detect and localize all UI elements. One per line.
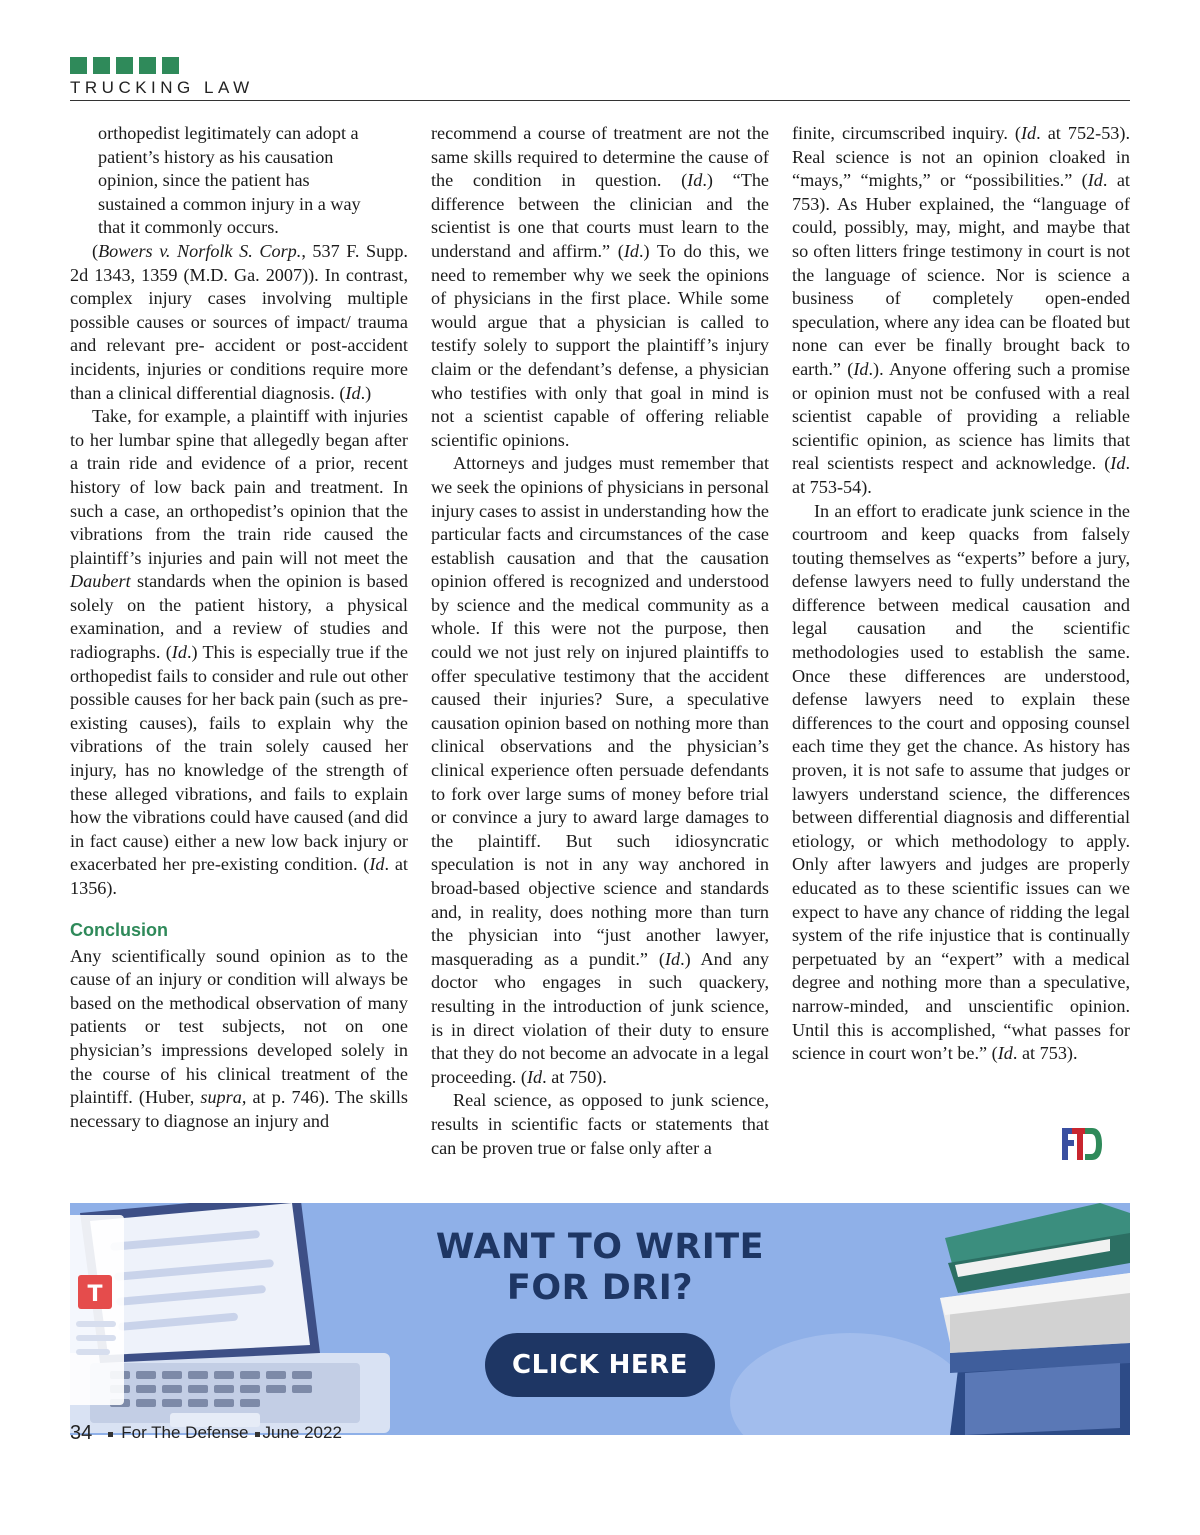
badge-letter: T: [87, 1282, 103, 1307]
banner-headline-line2: FOR DRI?: [506, 1268, 694, 1308]
page-footer: [70, 1419, 342, 1447]
block-quote: orthopedist legitimately can adopt a patient’s history as his causation opinion, since the patient has sustained a common injury in a way that it commonly occurs.: [98, 123, 361, 238]
issue-date: June 2022: [262, 1423, 342, 1442]
books-illustration: [940, 1203, 1130, 1435]
paragraph: recommend a course of treatment are not the same skills required to determine the cause of the condition in question. (Id.) “The difference between the clinician and the scientist is one that courts must learn to the understand and affirm.” (Id.) To do this, we need to remember why we seek the opinions of physicians in the first place. While some would argue that a physician is called to testify solely to support the plaintiff’s injury claim or the defendant’s defense, a physician who testifies with only that goal in mind is not a scientist capable of offering reliable scientific opinions.: [431, 123, 769, 450]
laptop-illustration: [70, 1203, 390, 1433]
separator-icon: [108, 1432, 113, 1437]
page-number: 34: [70, 1421, 93, 1444]
paragraph: finite, circumscribed inquiry. (Id. at 752-53). Real science is not an opinion cloaked in “mays,” “mights,” or “possibilities.” (Id. at 753). As Huber explained, the “language of could, possibly, may, might, and maybe that so often litters fringe testimony in court is not the language of science. Nor is science a business of completely open-ended speculation, where any idea can be floated but none can ever be finally brought back to earth.” (Id.). Anyone offering such a promise or opinion must not be confused with a real scientist capable of providing a reliable scientific opinion, as science has limits that real scientists respect and acknowledge. (Id. at 753-54).: [792, 123, 1131, 497]
publication-name: For The Defense: [121, 1423, 249, 1442]
section-heading: Conclusion: [70, 919, 168, 940]
separator-icon: [255, 1432, 260, 1437]
header-rule: [70, 100, 1130, 101]
column-2: [431, 122, 769, 1160]
paragraph: Real science, as opposed to junk science, results in scientific facts or statements that can be proven true or false only after a: [431, 1090, 769, 1158]
section-squares: [70, 57, 1130, 74]
column-3: [792, 122, 1130, 1066]
section-title: TRUCKING LAW: [70, 78, 254, 97]
write-for-dri-banner[interactable]: [70, 1203, 1130, 1435]
banner-headline: [400, 1227, 800, 1309]
column-1: [70, 122, 408, 1133]
paragraph: Take, for example, a plaintiff with injuries to her lumbar spine that allegedly began after a train ride and evidence of a prior, recent history of low back pain and treatment. In such a case, an orthopedist’s opinion that the vibrations from the train ride caused the plaintiff’s injuries and pain will not meet the Daubert standards when the opinion is based solely on the patient history, a physical examination, and a review of studies and radiographs. (Id.) This is especially true if the orthopedist fails to consider and rule out other possible causes for her back pain (such as pre- existing causes), fails to explain why the vibrations of the train solely caused her injury, has no knowledge of the strength of these alleged vibrations, and fails to explain how the vibrations could have caused (and did in fact cause) either a new low back injury or exacerbated her pre-existing condition. (Id. at 1356).: [70, 406, 408, 898]
paragraph: (Bowers v. Norfolk S. Corp., 537 F. Supp. 2d 1343, 1359 (M.D. Ga. 2007)). In contrast, complex injury cases involving multiple possible causes or sources of impact/ trauma and relevant pre- accident or post-accident incidents, injuries or conditions require more than a clinical differential diagnosis. (Id.): [70, 240, 408, 403]
section-header: [70, 57, 1130, 98]
banner-headline-line1: WANT TO WRITE: [435, 1227, 765, 1267]
ftd-logo-icon: [1058, 1124, 1104, 1164]
paragraph: Any scientifically sound opinion as to the cause of an injury or condition will always be based on the methodical observation of many patients or test subjects, not on one physician’s impressions developed solely in the course of his clinical treatment of the plaintiff. (Huber, supra, at p. 746). The skills necessary to diagnose an injury and: [70, 945, 408, 1131]
paragraph: In an effort to eradicate junk science in the courtroom and keep quacks from falsely touting themselves as “experts” before a jury, defense lawyers need to fully understand the difference between medical causation and legal causation and the scientific methodologies used to establish the same. Once these differences are understood, defense lawyers need to explain these differences to the court and opposing counsel each time they get the chance. As history has proven, it is not safe to assume that judges or lawyers understand science, the differences between differential diagnosis and differential etiology, or which methodology to apply. Only after lawyers and judges are properly educated as to these scientific issues can we expect to have any chance of ridding the legal system of the rife injustice that is continually perpetuated by an “expert” with a medical degree and nothing more than a speculative, narrow-minded, and unscientific opinion. Until this is accomplished, “what passes for science in court won’t be.” (Id. at 753).: [792, 500, 1130, 1064]
click-here-button[interactable]: CLICK HERE: [485, 1333, 715, 1397]
paragraph: Attorneys and judges must remember that we seek the opinions of physicians in personal injury cases to assist in understanding how the particular facts and circumstances of the case establish causation and that the causation opinion offered is recognized and understood by science and the medical community as a whole. If this were not the purpose, then could we not just rely on injured plaintiffs to offer speculative testimony that the accident caused their injuries? Sure, a speculative causation opinion based on nothing more than clinical observations and the physician’s clinical experience often persuade defendants to fork over large sums of money before trial or convince a jury to award large damages to the plaintiff. But such idiosyncratic speculation is not in any way anchored in broad-based objective science and standards and, in reality, does nothing more than turn the physician into “just another lawyer, masquerading as a pundit.” (Id.) And any doctor who engages in such quackery, resulting in the introduction of junk science, is in direct violation of their duty to ensure that they do not become an advocate in a legal proceeding. (Id. at 750).: [431, 453, 769, 1087]
